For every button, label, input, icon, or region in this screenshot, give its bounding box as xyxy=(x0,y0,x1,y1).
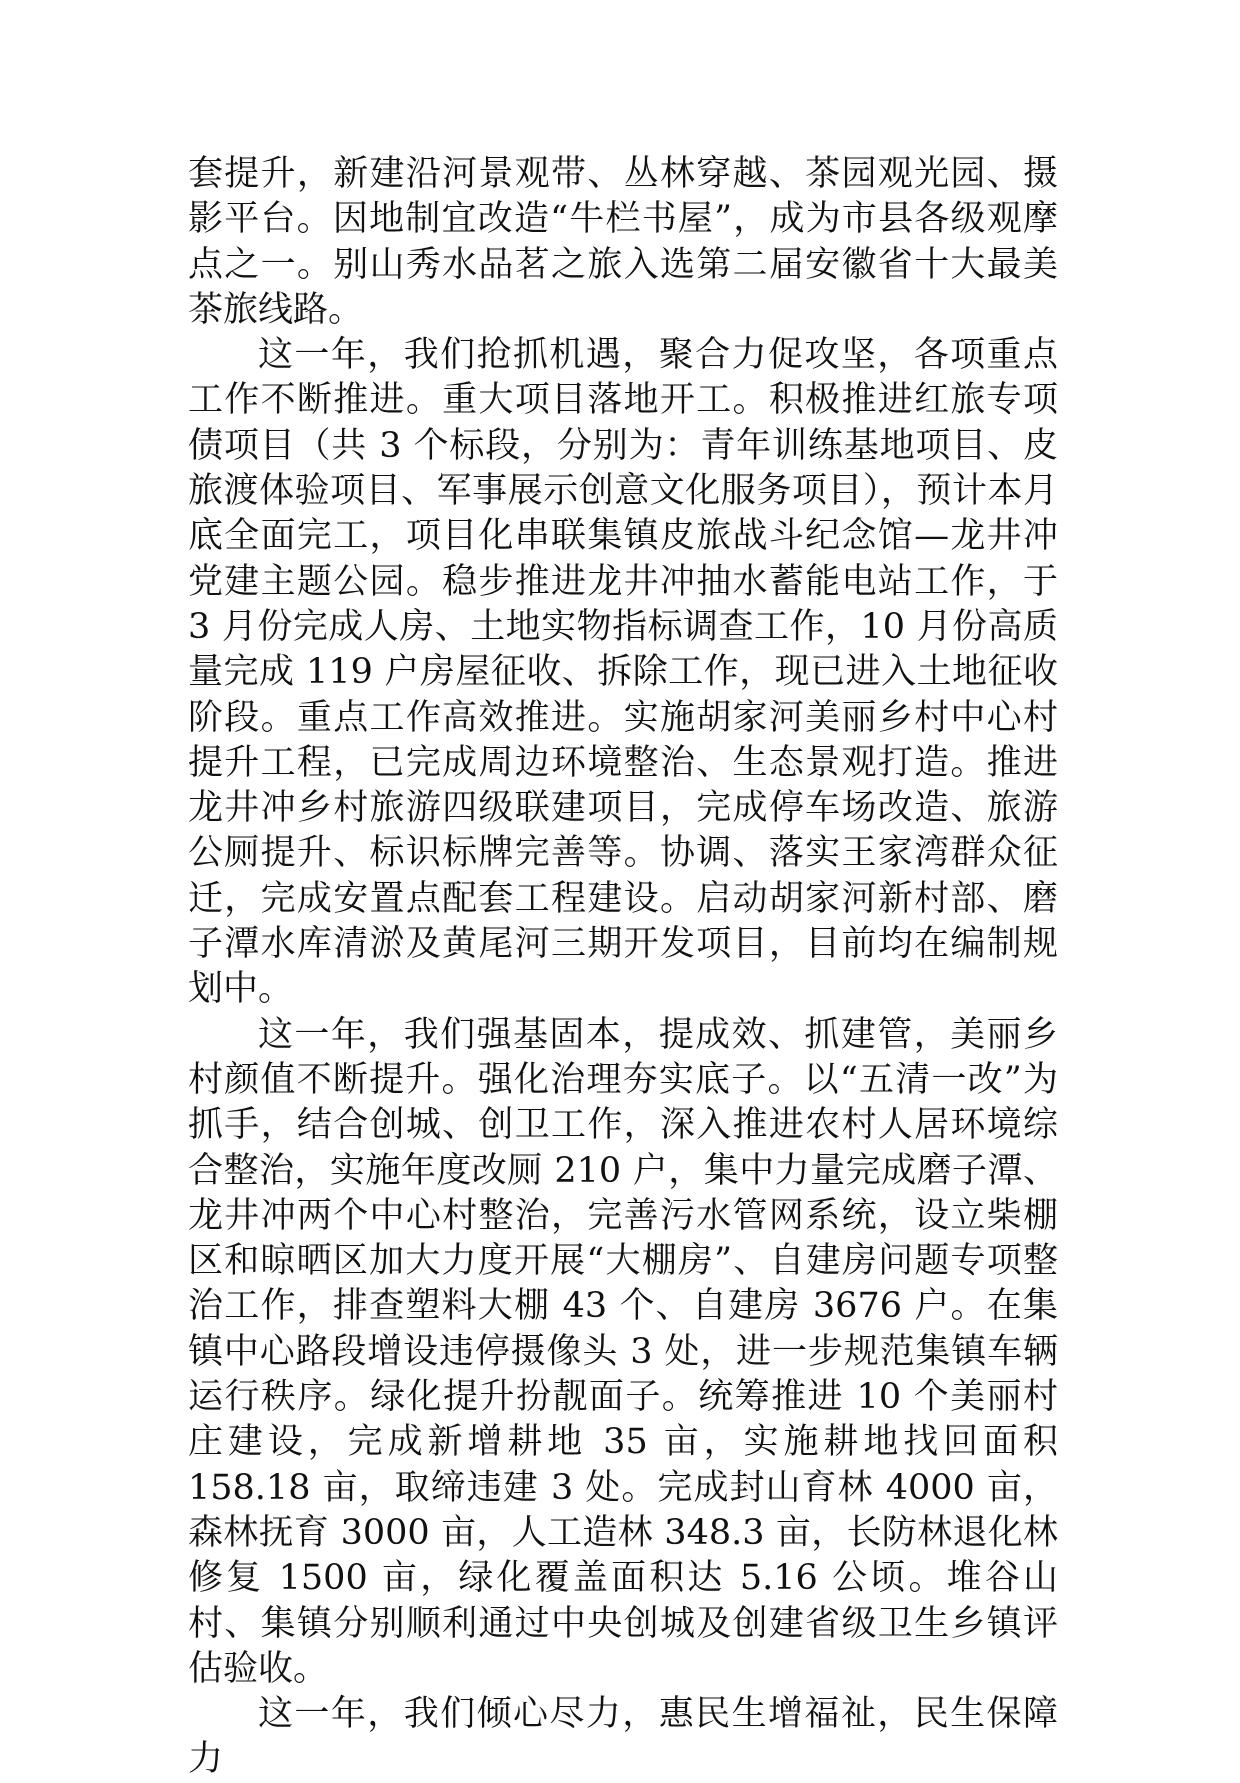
paragraph-4: 这一年，我们倾心尽力，惠民生增福祉，民生保障力 xyxy=(188,1694,1058,1780)
paragraph-1: 套提升，新建沿河景观带、丛林穿越、茶园观光园、摄影平台。因地制宜改造“牛栏书屋”，成为市县各级观摩点之一。别山秀水品茗之旅入选第二届安徽省十大最美茶旅线路。 xyxy=(188,154,1058,330)
paragraph-2: 这一年，我们抢抓机遇，聚合力促攻坚，各项重点工作不断推进。重大项目落地开工。积极推进红旅专项债项目（共 3 个标段，分别为：青年训练基地项目、皮旅渡体验项目、军事展示创意文化服务项目），预计本月底全面完工，项目化串联集镇皮旅战斗纪念馆—龙井冲党建主题公园。稳步推进龙井冲抽水蓄能电站工作，于 3 月份完成人房、土地实物指标调查工作，10 月份高质量完成 119 户房屋征收、拆除工作，现已进入土地征收阶段。重点工作高效推进。实施胡家河美丽乡村中心村提升工程，已完成周边环境整治、生态景观打造。推进龙井冲乡村旅游四级联建项目，完成停车场改造、旅游公厕提升、标识标牌完善等。协调、落实王家湾群众征迁，完成安置点配套工程建设。启动胡家河新村部、磨子潭水库清淤及黄尾河三期开发项目，目前均在编制规划中。 xyxy=(188,335,1058,1010)
paragraph-3: 这一年，我们强基固本，提成效、抓建管，美丽乡村颜值不断提升。强化治理夯实底子。以“五清一改”为抓手，结合创城、创卫工作，深入推进农村人居环境综合整治，实施年度改厕 210 户，集中力量完成磨子潭、龙井冲两个中心村整治，完善污水管网系统，设立柴棚区和晾晒区加大力度开展“大棚房”、自建房问题专项整治工作，排查塑料大棚 43 个、自建房 3676 户。在集镇中心路段增设违停摄像头 3 处，进一步规范集镇车辆运行秩序。绿化提升扮靓面子。统筹推进 10 个美丽村庄建设，完成新增耕地 35 亩，实施耕地找回面积 158.18 亩，取缔违建 3 处。完成封山育林 4000 亩，森林抚育 3000 亩，人工造林 348.3 亩，长防林退化林修复 1500 亩，绿化覆盖面积达 5.16 公顷。堆谷山村、集镇分别顺利通过中央创城及创建省级卫生乡镇评估验收。 xyxy=(188,1014,1058,1689)
document-body xyxy=(188,152,1058,1783)
